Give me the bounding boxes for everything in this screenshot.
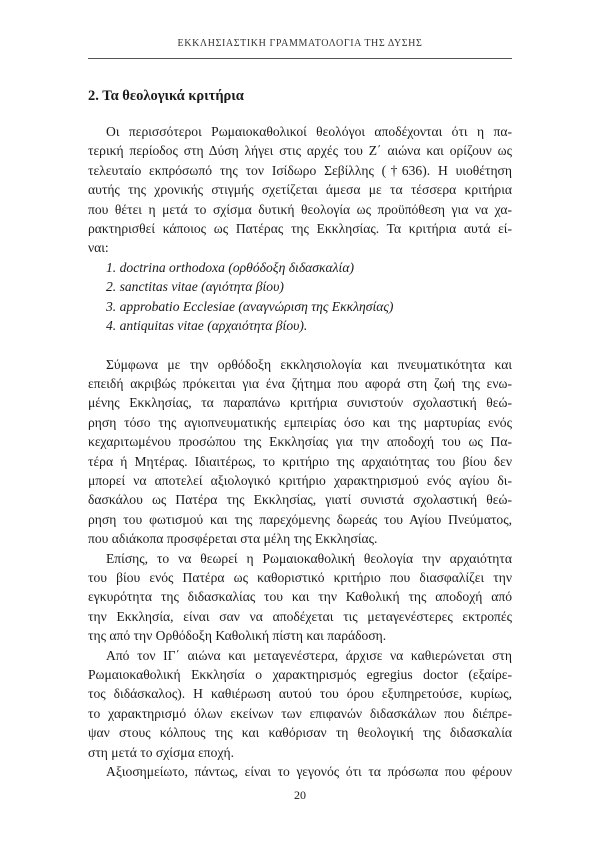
header-rule [88,58,512,59]
text-line: το χαρακτηρισμό όλων εκείνων των επιφανών διδασκάλων που διέπρε- [88,705,512,721]
body-text [88,122,512,781]
text-line: ρηση του φωτισμού και της παρεχόμενης δωρεάς του Αγίου Πνεύματος, [88,511,512,527]
paragraph-antiquity [88,549,512,646]
paragraph-egregius-doctor [88,646,512,762]
text-line: Σύμφωνα με την ορθόδοξη εκκλησιολογία και πνευματικότητα και [106,356,512,372]
running-header: ΕΚΚΛΗΣΙΑΣΤΙΚΗ ΓΡΑΜΜΑΤΟΛΟΓΙΑ ΤΗΣ ΔΥΣΗΣ [177,38,423,49]
text-line: Από τον ΙΓ΄ αιώνα και μεταγενέστερα, άρχισε να καθιερώνεται στη [106,647,512,663]
text-line: Ρωμαιοκαθολική Εκκλησία ο χαρακτηρισμός egregius doctor (εξαίρε- [88,666,512,682]
text-line: την Εκκλησία, είναι σαν να αποδέχεται τις μεταγενέστερες εκτροπές [88,608,512,624]
text-line: Αξιοσημείωτο, πάντως, είναι το γεγονός ότι τα πρόσωπα που φέρουν [106,763,512,779]
text-line: εγκυρότητα της διδασκαλίας του και την Καθολική της αποδοχή από [88,589,512,605]
text-line: Οι περισσότεροι Ρωμαιοκαθολικοί θεολόγοι αποδέχονται ότι η πα- [106,124,512,139]
text-line: μπορεί να αποτελεί αξιολογικό κριτήριο χαρακτηρισμού ενός αγίου δι- [88,473,512,489]
text-line: που αδιάκοπα προσφέρεται στα μέλη της Εκκλησίας. [88,531,378,547]
text-line: Επίσης, το να θεωρεί η Ρωμαιοκαθολική θεολογία την αρχαιότητα [106,550,512,566]
text-line: αυτής της χρονικής στιγμής σχετίζεται άμεσα με τα τέσσερα κριτήρια [88,182,512,198]
text-line: επειδή ακριβώς πρόκειται για ένα ζήτημα που αφορά στη ζωή της ενω- [88,376,512,392]
text-line: του βίου ενός Πατέρα ως καθοριστικό κριτήριο που διασφαλίζει την [88,569,512,585]
text-line: μένης Εκκλησίας, τα παραπάνω κριτήρια συνιστούν σχολαστική θεώ- [88,395,512,411]
paragraph-gap [88,335,512,354]
criteria-item: 4. antiquitas vitae (αρχαιότητα βίου). [106,317,308,333]
text-line: ναι: [88,240,109,256]
text-line: ρηση τόσο της αγιοπνευματικής εμπειρίας όσο και της μαρτυρίας ενός [88,414,512,430]
text-line: κεχαριτωμένου προσώπου της Εκκλησίας για την αποδοχή του ως Πα- [88,434,512,450]
text-line: τερική περίοδος στη Δύση λήγει στις αρχές του Ζ΄ αιώνα και ορίζουν ως [88,143,512,159]
text-line: της από την Ορθόδοξη Καθολική πίστη και παράδοση. [88,628,387,644]
text-line: ρακτηρισθεί κάποιος ως Πατέρας της Εκκλησίας. Τα κριτήρια αυτά εί- [88,220,512,236]
paragraph-intro [88,122,512,258]
criteria-item: 3. approbatio Ecclesiae (αναγνώριση της Εκκλησίας) [106,298,394,314]
section-title: 2. Τα θεολογικά κριτήρια [88,88,244,104]
criteria-item: 2. sanctitas vitae (αγιότητα βίου) [106,279,284,295]
page-number: 20 [294,788,306,802]
text-line: τος διδάσκαλος). Η καθιέρωση αυτού του όρου εξυπηρετούσε, κυρίως, [88,686,512,702]
text-line: στη μετά το σχίσμα εποχή. [88,744,235,760]
text-line: τελευταίο εκπρόσωπό της τον Ισίδωρο Σεβίλλης (†636). Η υιοθέτηση [88,162,512,178]
text-line: τέρα ή Μητέρας. Ιδιαιτέρως, το κριτήριο της αρχαιότητας του βίου δεν [88,453,512,469]
paragraph-continued [88,762,512,781]
criteria-item: 1. doctrina orthodoxa (ορθόδοξη διδασκαλία) [106,259,354,275]
text-line: που θέτει η μετά το σχίσμα δυτική θεολογία ως προϋπόθεση για να χα- [88,201,512,217]
paragraph-orthodox-view [88,355,512,549]
text-line: ψαν στους κόλπους της και καθόρισαν τη θεολογική της διδασκαλία [88,725,512,741]
text-line: δασκάλου ως Πατέρα της Εκκλησίας, γιατί συνιστά σχολαστική θεώ- [88,492,512,508]
criteria-list [88,258,512,336]
